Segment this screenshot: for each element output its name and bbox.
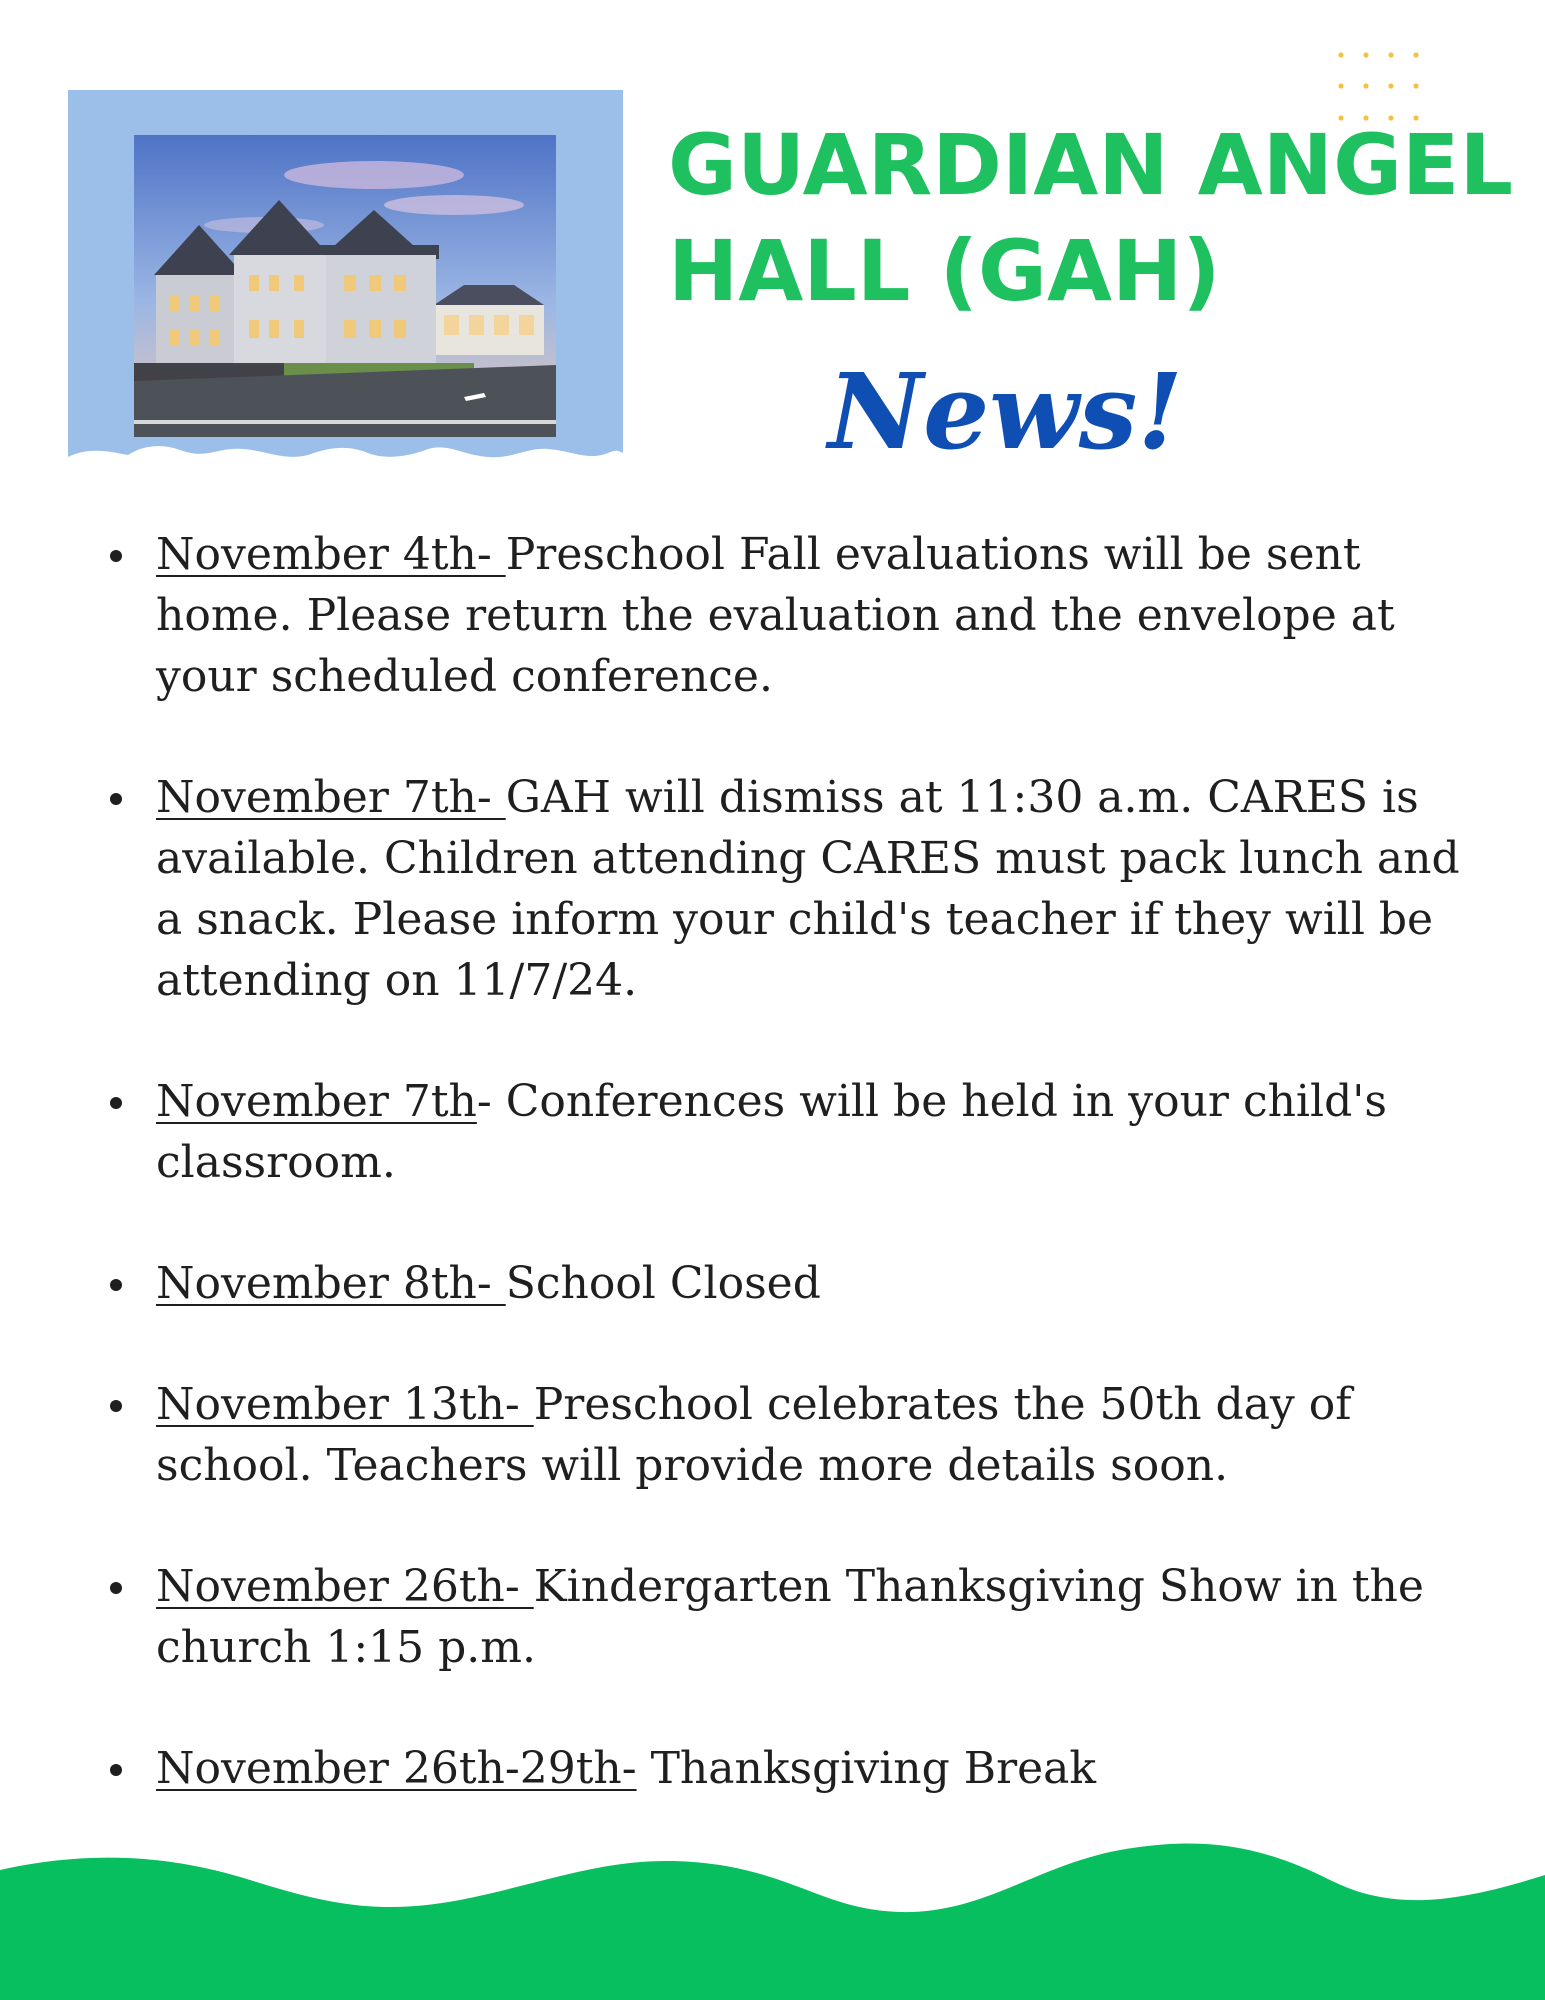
title-line-1: GUARDIAN ANGEL [668,116,1513,214]
list-item [106,1374,1486,1496]
page-title [668,112,1528,324]
event-date: November 8th- [156,1258,506,1309]
event-text: GAH will dismiss at 11:30 a.m. CARES is available. Children attending CARES must pack lunch and a snack. Please inform your child's teacher if they will be attending on 11/7/24. [156,772,1460,1006]
list-item [106,1556,1486,1678]
event-date: November 13th- [156,1379,534,1430]
event-text: School Closed [505,1258,821,1309]
event-date: November 7th [156,1076,477,1127]
torn-paper-edge [68,437,623,477]
bullet-icon [110,793,122,805]
list-item [106,1738,1486,1799]
event-date: November 26th-29th- [156,1743,637,1794]
event-text: Kindergarten Thanksgiving Show in the church 1:15 p.m. [156,1561,1424,1673]
news-heading: News! [828,350,1183,473]
list-item [106,767,1486,1011]
bullet-icon [110,1764,122,1776]
event-date: November 26th- [156,1561,534,1612]
list-item [106,524,1486,707]
school-building-photo [134,135,556,437]
event-text: Preschool celebrates the 50th day of school. Teachers will provide more details soon. [156,1379,1352,1491]
bullet-icon [110,1400,122,1412]
bullet-icon [110,1279,122,1291]
bottom-wave [0,1830,1545,2000]
bullet-icon [110,1097,122,1109]
event-text: - Conferences will be held in your child's classroom. [156,1076,1387,1188]
list-item [106,1253,1486,1314]
bullet-icon [110,1582,122,1594]
event-date: November 7th- [156,772,506,823]
event-text: Thanksgiving Break [636,1743,1097,1794]
title-line-2: HALL (GAH) [668,222,1221,320]
event-text: Preschool Fall evaluations will be sent home. Please return the evaluation and the envelope at your scheduled conference. [156,529,1395,702]
bullet-icon [110,550,122,562]
events-list [106,524,1486,1799]
list-item [106,1071,1486,1193]
event-date: November 4th- [156,529,506,580]
